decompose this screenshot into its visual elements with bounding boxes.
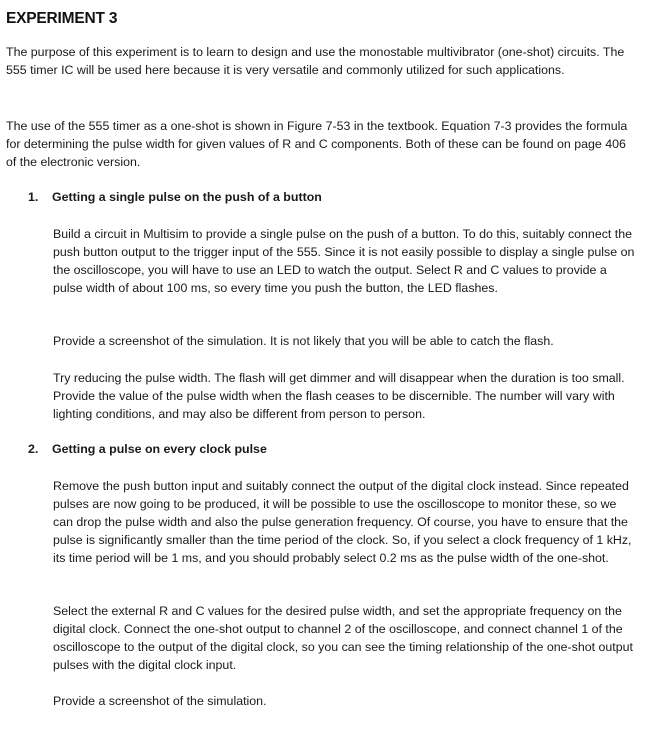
section-heading-2 bbox=[28, 440, 267, 458]
section-1-paragraph-build: Build a circuit in Multisim to provide a single pulse on the push of a button. To do this, suitably connect the push button output to the trigger input of the 555. Since it is not easily possible to display a single pulse on the oscilloscope, you will have to use an LED to watch the output. Select R and C values to provide a pulse width of about 100 ms, so every time you push the button, the LED flashes. bbox=[53, 227, 635, 295]
section-2-paragraph-rc: Select the external R and C values for the desired pulse width, and set the appropriate frequency on the digital clock. Connect the one-shot output to channel 2 of the oscilloscope, and connect channel 1 of the oscilloscope to the output of the digital clock, so you can see the timing relationship of the one-shot output pulses with the digital clock input. bbox=[53, 604, 633, 672]
section-title: Getting a pulse on every clock pulse bbox=[52, 442, 267, 456]
intro-paragraph-purpose: The purpose of this experiment is to learn to design and use the monostable multivibrator (one-shot) circuits. The 555 timer IC will be used here because it is very versatile and commonly utilized for such applications. bbox=[6, 45, 625, 77]
section-number: 2. bbox=[28, 442, 39, 456]
intro-paragraph-usage: The use of the 555 timer as a one-shot is shown in Figure 7-53 in the textbook. Equation 7-3 provides the formula for determining the pulse width for given values of R and C components. Both of these can be found on page 406 of the electronic version. bbox=[6, 119, 628, 169]
section-2-paragraph-clock: Remove the push button input and suitably connect the output of the digital clock instead. Since repeated pulses are now going to be produced, it will be possible to use the oscilloscope to monitor these, so we can drop the pulse width and also the pulse generation frequency. Of course, you have to ensure that the pulse is significantly smaller than the time period of the clock. So, if you select a clock frequency of 1 kHz, its time period will be 1 ms, and you should probably select 0.2 ms as the pulse width of the one-shot. bbox=[53, 479, 632, 565]
section-heading-1 bbox=[28, 188, 322, 206]
section-1-paragraph-screenshot: Provide a screenshot of the simulation. It is not likely that you will be able to catch the flash. bbox=[53, 334, 554, 348]
section-2-paragraph-screenshot: Provide a screenshot of the simulation. bbox=[53, 694, 267, 708]
section-1-paragraph-reduce: Try reducing the pulse width. The flash will get dimmer and will disappear when the duration is too small. Provide the value of the pulse width when the flash ceases to be discernible. The number will vary with lighting conditions, and may also be different from person to person. bbox=[53, 371, 625, 421]
document-title: EXPERIMENT 3 bbox=[6, 10, 118, 27]
section-number: 1. bbox=[28, 190, 39, 204]
section-title: Getting a single pulse on the push of a button bbox=[52, 190, 322, 204]
